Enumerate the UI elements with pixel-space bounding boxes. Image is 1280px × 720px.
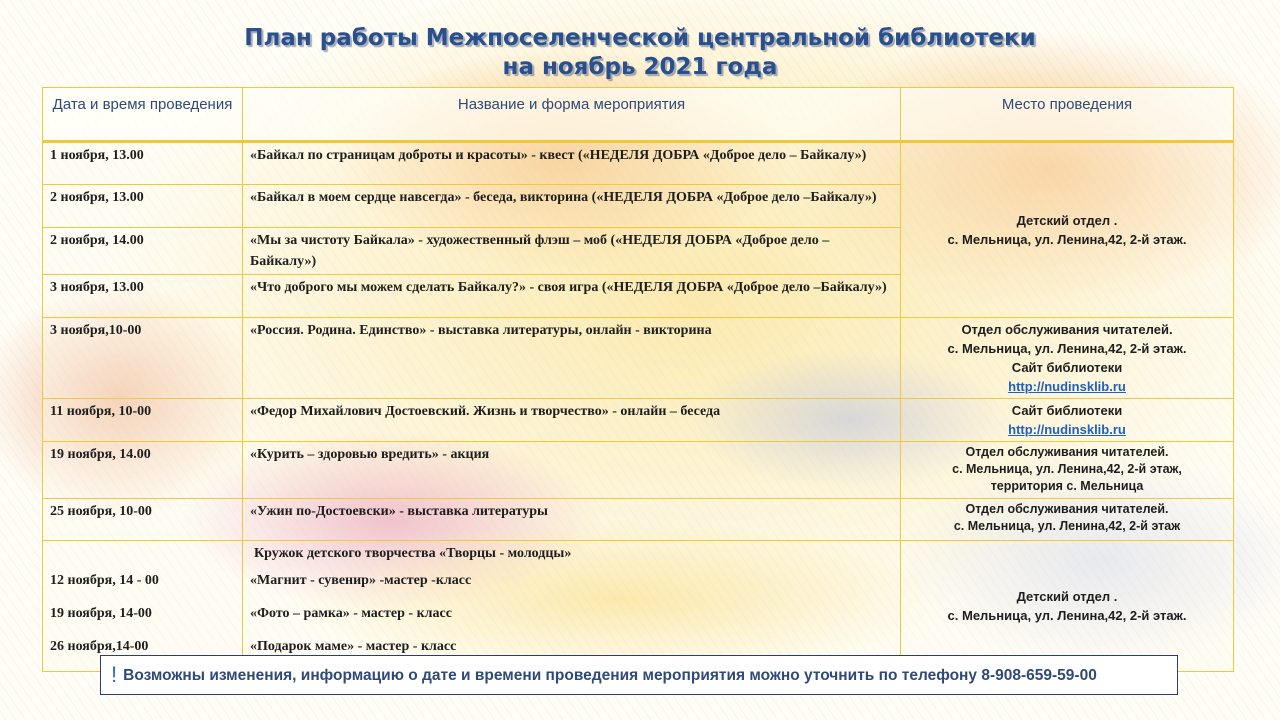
- notice-box: [100, 655, 1178, 695]
- event-date: 2 ноября, 14.00: [43, 228, 243, 275]
- place-line: с. Мельница, ул. Ленина,42, 2-й этаж: [953, 519, 1181, 533]
- place-line: с. Мельница, ул. Ленина,42, 2-й этаж.: [947, 341, 1187, 356]
- page-title: [0, 24, 1280, 82]
- table-row: [43, 399, 1234, 442]
- place-line: Отдел обслуживания читателей.: [961, 322, 1173, 337]
- table-row: [43, 499, 1234, 541]
- club-date: 19 ноября, 14-00: [50, 606, 152, 621]
- event-date: 25 ноября, 10-00: [43, 499, 243, 541]
- event-date: 3 ноября, 13.00: [43, 275, 243, 318]
- place-line: с. Мельница, ул. Ленина,42, 2-й этаж,: [952, 462, 1182, 476]
- events-table: [42, 87, 1234, 672]
- library-site-link[interactable]: http://nudinsklib.ru: [1008, 422, 1126, 437]
- table-header-row: [43, 88, 1234, 142]
- place-line: с. Мельница, ул. Ленина,42, 2-й этаж.: [947, 608, 1187, 623]
- event-date: 1 ноября, 13.00: [43, 142, 243, 185]
- table-row: [43, 142, 1234, 185]
- event-date: 11 ноября, 10-00: [43, 399, 243, 442]
- event-title: «Байкал в моем сердце навсегда» - беседа, викторина («НЕДЕЛЯ ДОБРА «Доброе дело –Байкалу»): [243, 185, 901, 228]
- place-line: Сайт библиотеки: [1011, 403, 1123, 418]
- event-date: 3 ноября,10-00: [43, 318, 243, 399]
- place-line: с. Мельница, ул. Ленина,42, 2-й этаж.: [947, 232, 1187, 247]
- exclamation-icon: !: [111, 662, 118, 687]
- event-place: [901, 499, 1234, 541]
- club-date: 26 ноября,14-00: [50, 639, 149, 654]
- table-row: [43, 318, 1234, 399]
- club-event: «Магнит - сувенир» -мастер -класс: [250, 573, 472, 588]
- event-place: [901, 399, 1234, 442]
- title-line-1: План работы Межпоселенческой центральной библиотеки: [244, 25, 1036, 51]
- event-place: [901, 142, 1234, 318]
- place-line: Отдел обслуживания читателей.: [965, 445, 1169, 459]
- event-place: [901, 541, 1234, 672]
- title-line-2: на ноябрь 2021 года: [502, 54, 778, 80]
- event-title: «Ужин по-Достоевски» - выставка литературы: [243, 499, 901, 541]
- club-heading: Кружок детского творчества «Творцы - молодцы»: [254, 546, 572, 561]
- notice-text: Возможны изменения, информацию о дате и времени проведения мероприятия можно уточнить по телефону 8-908-659-59-00: [123, 667, 1097, 684]
- club-dates: [43, 541, 243, 672]
- club-events: [243, 541, 901, 672]
- event-title: «Федор Михайлович Достоевский. Жизнь и творчество» - онлайн – беседа: [243, 399, 901, 442]
- place-line: Детский отдел .: [1016, 589, 1118, 604]
- place-line: территория с. Мельница: [990, 479, 1144, 493]
- event-title: «Что доброго мы можем сделать Байкалу?» - своя игра («НЕДЕЛЯ ДОБРА «Доброе дело –Байкалу»): [243, 275, 901, 318]
- event-date: 2 ноября, 13.00: [43, 185, 243, 228]
- header-date: Дата и время проведения: [43, 88, 243, 142]
- event-title: «Курить – здоровью вредить» - акция: [243, 442, 901, 499]
- table-row: [43, 541, 1234, 672]
- place-line: Сайт библиотеки: [1011, 360, 1123, 375]
- place-line: Детский отдел .: [1016, 213, 1118, 228]
- club-event: «Фото – рамка» - мастер - класс: [250, 606, 452, 621]
- table-row: [43, 442, 1234, 499]
- event-place: [901, 442, 1234, 499]
- event-title: «Байкал по страницам доброты и красоты» - квест («НЕДЕЛЯ ДОБРА «Доброе дело – Байкалу»): [243, 142, 901, 185]
- club-event: «Подарок маме» - мастер - класс: [250, 639, 457, 654]
- library-site-link[interactable]: http://nudinsklib.ru: [1008, 379, 1126, 394]
- event-place: [901, 318, 1234, 399]
- event-title: «Мы за чистоту Байкала» - художественный флэш – моб («НЕДЕЛЯ ДОБРА «Доброе дело –Байкалу»): [243, 228, 901, 275]
- place-line: Отдел обслуживания читателей.: [965, 502, 1169, 516]
- header-event: Название и форма мероприятия: [243, 88, 901, 142]
- header-place: Место проведения: [901, 88, 1234, 142]
- event-title: «Россия. Родина. Единство» - выставка литературы, онлайн - викторина: [243, 318, 901, 399]
- event-date: 19 ноября, 14.00: [43, 442, 243, 499]
- club-date: 12 ноября, 14 - 00: [50, 573, 159, 588]
